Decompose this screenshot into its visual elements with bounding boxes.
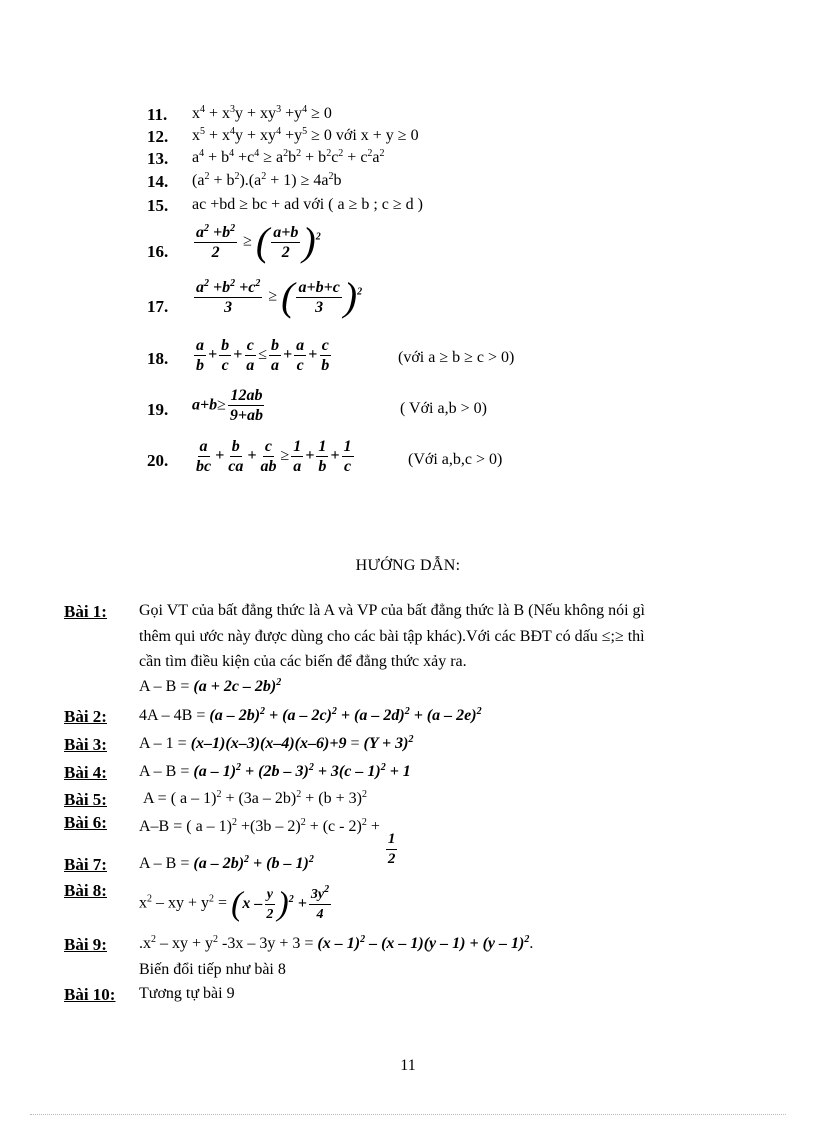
hint-line: Biến đổi tiếp như bài 8 xyxy=(139,961,286,978)
hint-label: Bài 3: xyxy=(64,735,107,754)
exercise-expression: ac +bd ≥ bc + ad với ( a ≥ b ; c ≥ d ) xyxy=(192,196,424,213)
exercise-17 xyxy=(0,274,816,337)
hint-line: A – B = (a – 1)$^2$ + (2b – 3)$^2$ + 3(c – 1)$^2$ + 1 xyxy=(139,762,411,780)
exercise-number: 20. xyxy=(147,451,169,470)
hint-line: Gọi VT của bất đẳng thức là A và VP của bất đẳng thức là B (Nếu không nói gì xyxy=(139,602,645,619)
hint-label: Bài 10: xyxy=(64,985,116,1004)
exercise-number: 15. xyxy=(147,196,169,215)
exercise-number: 16. xyxy=(147,242,169,261)
exercise-expression: a+b≥ $\frac{12ab}{9+ab}$ xyxy=(192,387,264,424)
hint-line: Tương tự bài 9 xyxy=(139,985,235,1002)
exercise-condition: ( Với a,b > 0) xyxy=(400,400,487,417)
exercise-condition: (với a ≥ b ≥ c > 0) xyxy=(398,349,515,366)
exercise-18 xyxy=(0,336,816,384)
exercise-expression: $\frac{a^2 +b^2 +c^2}{3}$ ≥ ( $\frac{a+b+c}{3}$ )$^2$ xyxy=(196,274,363,319)
exercise-number: 11. xyxy=(147,105,168,124)
section-heading: HƯỚNG DẪN: xyxy=(355,557,461,574)
hint-label: Bài 4: xyxy=(64,763,107,782)
exercise-number: 18. xyxy=(147,349,169,368)
page-bottom-divider xyxy=(30,1114,786,1115)
hint-label: Bài 8: xyxy=(64,881,107,900)
hint-label: Bài 5: xyxy=(64,790,107,809)
hint-label: Bài 9: xyxy=(64,935,107,954)
exercise-14 xyxy=(0,172,816,192)
hint-line: A = ( $a - 1)^2 + (3a - 2b)^2 + (b + 3)^2$ xyxy=(143,789,367,807)
exercise-expression: $x^4 + x^3y + xy^3 +y^4 \ge 0$ xyxy=(192,104,332,122)
exercise-expression: $(a^2 + b^2).(a^2 + 1) \ge 4a^2b$ xyxy=(192,171,342,189)
hint-line: $A - B = (a + 2c - 2b)^2$ xyxy=(139,677,282,695)
exercise-number: 19. xyxy=(147,400,169,419)
exercise-16 xyxy=(0,219,816,278)
hint-line: thêm qui ước này được dùng cho các bài tập khác).Với các BĐT có dấu ≤;≥ thì xyxy=(139,628,645,645)
exercise-expression: $a^4 + b^4 +c^4 \ge a^2b^2 + b^2c^2 + c^2a^2$ xyxy=(192,148,385,166)
hint-line: cần tìm điều kiện của các biến để đẳng thức xảy ra. xyxy=(139,653,467,670)
hint-line: 4A – 4B = (a – 2b)$^2$ + (a – 2c)$^2$ + (a – 2d)$^2$ + (a – 2e)$^2$ xyxy=(139,706,482,724)
hint-line: $x^2$ – xy + $y^2 = (x$ – $\frac{y}{2}$ )$^2$ + $\frac{3y^2}{4}$ xyxy=(139,883,330,922)
exercise-number: 14. xyxy=(147,172,169,191)
page-number: 11 xyxy=(400,1057,416,1074)
exercise-number: 13. xyxy=(147,149,169,168)
exercise-12 xyxy=(0,127,816,147)
exercise-15 xyxy=(0,196,816,216)
exercise-condition: (Với a,b,c > 0) xyxy=(408,451,503,468)
hint-line: A–B = ( a – 1)$^2$ +(3b – 2)$^2$ + (c - 2)$^2$ + $\frac{1}{2}$ xyxy=(139,817,396,867)
exercise-expression: $\frac{a}{bc}$ + $\frac{b}{ca}$ + $\frac{c}{ab}$ ≥ $\frac{1}{a}$ + $\frac{1}{b}$ + $\frac{1}{c}$ xyxy=(196,438,352,475)
exercise-expression: $\frac{a}{b}$ + $\frac{b}{c}$ + $\frac{c}{a}$ ≤ $\frac{b}{a}$ + $\frac{a}{c}$ + $\frac{c}{b}$ xyxy=(196,337,330,374)
hint-label: Bài 2: xyxy=(64,707,107,726)
hint-label: Bài 6: xyxy=(64,813,107,832)
hint-line: A – B = (a – 2b)$^2$ + (b – 1)$^2$ xyxy=(139,854,314,872)
exercise-19 xyxy=(0,386,816,434)
exercise-expression: $\frac{a^2 +b^2}{2}$ ≥ ( $\frac{a+b}{2}$ )$^2$ xyxy=(196,219,321,264)
exercise-number: 17. xyxy=(147,297,169,316)
hint-label: Bài 1: xyxy=(64,602,107,621)
hint-line: $A - 1 = (x-1)(x-3)(x-4)(x-6)+9 = (Y + 3)^2$ xyxy=(139,734,414,752)
exercise-13 xyxy=(0,149,816,169)
hint-label: Bài 7: xyxy=(64,855,107,874)
exercise-20 xyxy=(0,437,816,485)
exercise-11 xyxy=(0,105,816,125)
hint-line: $.x^2$ – xy + $y^2$ -3x – 3y + 3 = (x – 1)$^2$ – (x – 1)(y – 1) + (y – 1)$^2$. xyxy=(139,934,534,952)
exercise-number: 12. xyxy=(147,127,169,146)
exercise-expression: $x^5 + x^4y + xy^4 +y^5 \ge 0$ với x + y ≥ 0 xyxy=(192,126,419,144)
